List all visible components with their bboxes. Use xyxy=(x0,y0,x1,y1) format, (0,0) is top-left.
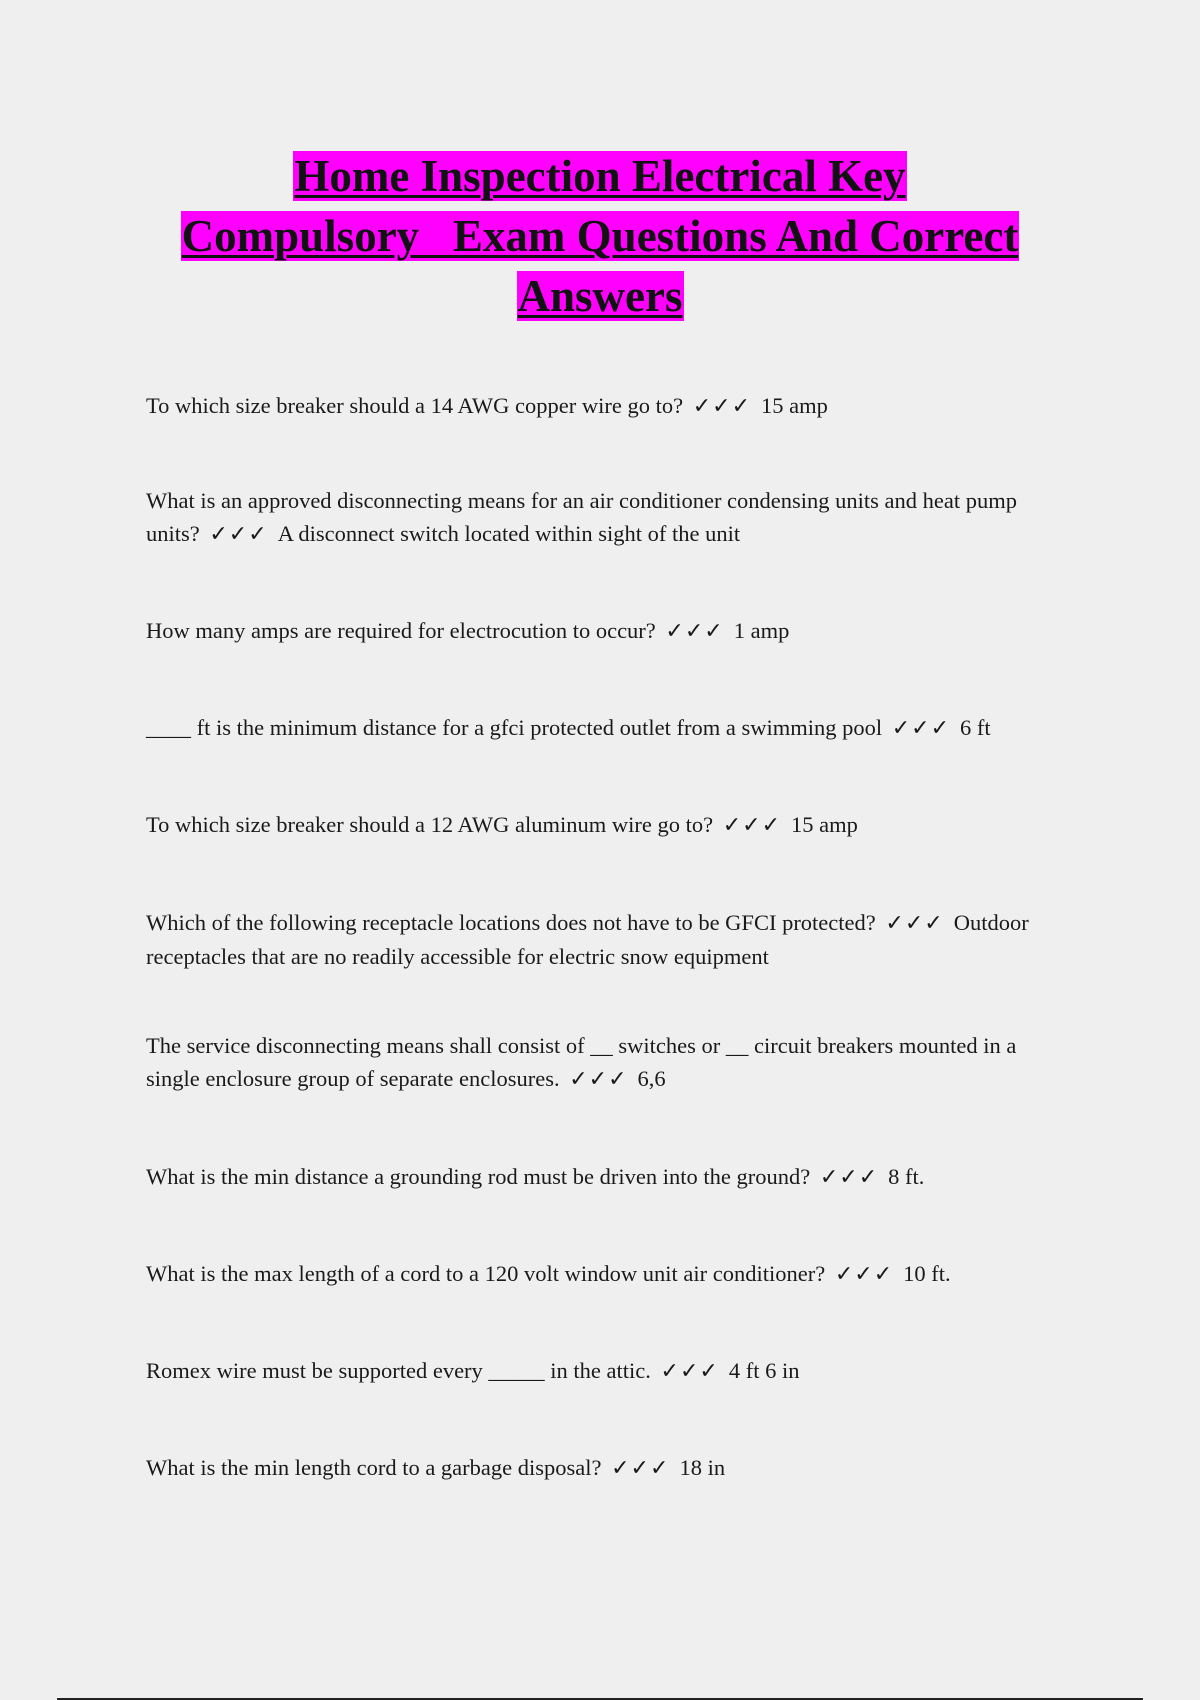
check-marks-icon: ✓✓✓ xyxy=(660,1359,719,1384)
check-marks-icon: ✓✓✓ xyxy=(834,1262,894,1287)
qa-item-9 xyxy=(146,1257,1066,1291)
check-marks-icon: ✓✓✓ xyxy=(665,619,724,644)
check-marks-icon: ✓✓✓ xyxy=(885,911,944,936)
qa-item-11 xyxy=(146,1451,1066,1485)
question-text: Romex wire must be supported every _____ in the attic. xyxy=(146,1358,651,1383)
answer-text: 15 amp xyxy=(791,812,858,837)
qa-item-4 xyxy=(146,711,1066,745)
answer-text: 10 ft. xyxy=(903,1261,951,1286)
answer-text: A disconnect switch located within sight of the unit xyxy=(277,521,741,546)
question-text: The service disconnecting means shall consist of __ switches or __ circuit breakers mounted in a single enclosure group of separate enclosures. xyxy=(146,1033,1017,1091)
question-text: To which size breaker should a 14 AWG copper wire go to? xyxy=(146,393,684,418)
check-marks-icon: ✓✓✓ xyxy=(891,716,951,741)
check-marks-icon: ✓✓✓ xyxy=(569,1067,628,1092)
question-text: To which size breaker should a 12 AWG aluminum wire go to? xyxy=(146,812,714,837)
answer-text: 15 amp xyxy=(761,393,828,418)
qa-item-7 xyxy=(146,1029,1066,1096)
answer-text: Outdoor receptacles that are no readily accessible for electric snow equipment xyxy=(146,910,1029,969)
answer-text: 4 ft 6 in xyxy=(728,1358,800,1383)
question-text: What is the min distance a grounding rod must be driven into the ground? xyxy=(146,1164,811,1189)
answer-text: 6,6 xyxy=(637,1066,666,1091)
qa-item-10 xyxy=(146,1354,1066,1388)
title-line-2: Compulsory Exam Questions And Correct xyxy=(181,211,1019,261)
question-text: What is the min length cord to a garbage disposal? xyxy=(146,1455,602,1480)
question-text: How many amps are required for electrocution to occur? xyxy=(146,618,656,643)
title-line-1: Home Inspection Electrical Key xyxy=(294,151,906,201)
answer-text: 6 ft xyxy=(960,715,991,740)
answer-text: 1 amp xyxy=(733,618,790,643)
answer-text: 8 ft. xyxy=(888,1164,925,1189)
check-marks-icon: ✓✓✓ xyxy=(722,813,782,838)
qa-item-3 xyxy=(146,614,1066,648)
question-text: Which of the following receptacle locations does not have to be GFCI protected? xyxy=(146,910,876,935)
check-marks-icon: ✓✓✓ xyxy=(611,1456,670,1481)
document-title xyxy=(100,146,1100,326)
qa-item-1 xyxy=(146,389,1066,423)
qa-item-6 xyxy=(146,906,1066,973)
qa-item-2 xyxy=(146,484,1066,551)
check-marks-icon: ✓✓✓ xyxy=(819,1165,879,1190)
title-line-3: Answers xyxy=(517,271,683,321)
question-text: What is an approved disconnecting means for an air conditioner condensing units and heat pump units? xyxy=(146,488,1018,546)
check-marks-icon: ✓✓✓ xyxy=(209,522,268,547)
question-text: What is the max length of a cord to a 120 volt window unit air conditioner? xyxy=(146,1261,826,1286)
check-marks-icon: ✓✓✓ xyxy=(692,394,752,419)
qa-item-8 xyxy=(146,1160,1066,1194)
answer-text: 18 in xyxy=(679,1455,726,1480)
question-text: ____ ft is the minimum distance for a gfci protected outlet from a swimming pool xyxy=(146,715,883,740)
qa-item-5 xyxy=(146,808,1066,842)
